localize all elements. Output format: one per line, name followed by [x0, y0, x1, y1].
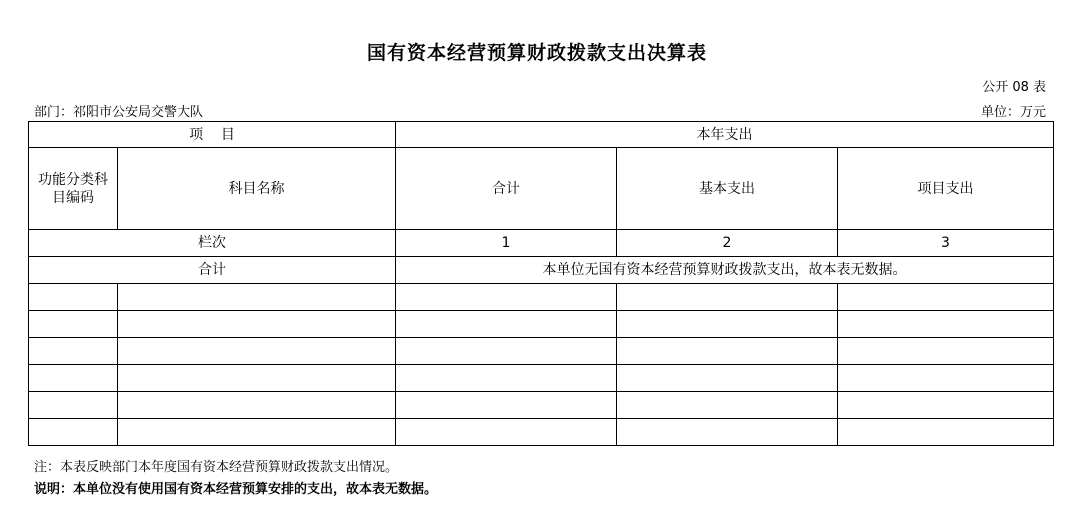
- header-func-code-cell: [29, 148, 118, 230]
- table-cell: [29, 311, 118, 338]
- table-cell: [29, 338, 118, 365]
- table-cell: [838, 419, 1054, 446]
- table-cell: [29, 419, 118, 446]
- table-row: [29, 311, 1054, 338]
- table-cell: [118, 311, 396, 338]
- table-cell: [617, 365, 838, 392]
- table-cell: [396, 419, 617, 446]
- table-cell: [838, 392, 1054, 419]
- table-cell: [617, 284, 838, 311]
- table-cell: [838, 284, 1054, 311]
- table-cell: [617, 419, 838, 446]
- column-index-3-cell: 3: [838, 230, 1054, 257]
- column-index-row: [29, 230, 1054, 257]
- total-row: [29, 257, 1054, 284]
- header-project-cell: 项目支出: [838, 148, 1054, 230]
- table-cell: [838, 338, 1054, 365]
- header-total-cell: 合计: [396, 148, 617, 230]
- unit-label: 单位：万元: [980, 105, 1046, 120]
- table-cell: [396, 365, 617, 392]
- expenditure-table: [28, 121, 1054, 446]
- table-cell: [396, 338, 617, 365]
- table-cell: [396, 392, 617, 419]
- header-current-year-cell: 本年支出: [396, 122, 1054, 148]
- header-row-2: [29, 148, 1054, 230]
- footnote: 注：本表反映部门本年度国有资本经营预算财政拨款支出情况。: [34, 460, 399, 475]
- header-func-code-label: 功能分类科目编码: [38, 171, 108, 206]
- page-title: 国有资本经营预算财政拨款支出决算表: [366, 42, 707, 64]
- table-cell: [118, 365, 396, 392]
- table-cell: [29, 392, 118, 419]
- table-cell: [118, 284, 396, 311]
- header-row-1: [29, 122, 1054, 148]
- table-cell: [396, 311, 617, 338]
- table-cell: [118, 392, 396, 419]
- table-cell: [29, 365, 118, 392]
- table-cell: [617, 311, 838, 338]
- table-cell: [617, 338, 838, 365]
- header-basic-cell: 基本支出: [617, 148, 838, 230]
- table-cell: [617, 392, 838, 419]
- no-data-message-cell: 本单位无国有资本经营预算财政拨款支出，故本表无数据。: [396, 257, 1054, 284]
- table-row: [29, 338, 1054, 365]
- column-index-2-cell: 2: [617, 230, 838, 257]
- table-row: [29, 419, 1054, 446]
- table-row: [29, 392, 1054, 419]
- explanation-note: 说明：本单位没有使用国有资本经营预算安排的支出，故本表无数据。: [34, 482, 438, 497]
- table-row: [29, 284, 1054, 311]
- header-subject-name-cell: 科目名称: [118, 148, 396, 230]
- table-cell: [29, 284, 118, 311]
- table-cell: [396, 284, 617, 311]
- total-label-cell: 合计: [29, 257, 396, 284]
- column-index-1-cell: 1: [396, 230, 617, 257]
- table-cell: [838, 311, 1054, 338]
- header-item-cell: 项 目: [29, 122, 396, 148]
- column-index-label-cell: 栏次: [29, 230, 396, 257]
- table-cell: [118, 338, 396, 365]
- table-cell: [118, 419, 396, 446]
- table-cell: [838, 365, 1054, 392]
- form-code: 公开 08 表: [982, 80, 1046, 95]
- table-row: [29, 365, 1054, 392]
- department-label: 部门：祁阳市公安局交警大队: [34, 105, 204, 120]
